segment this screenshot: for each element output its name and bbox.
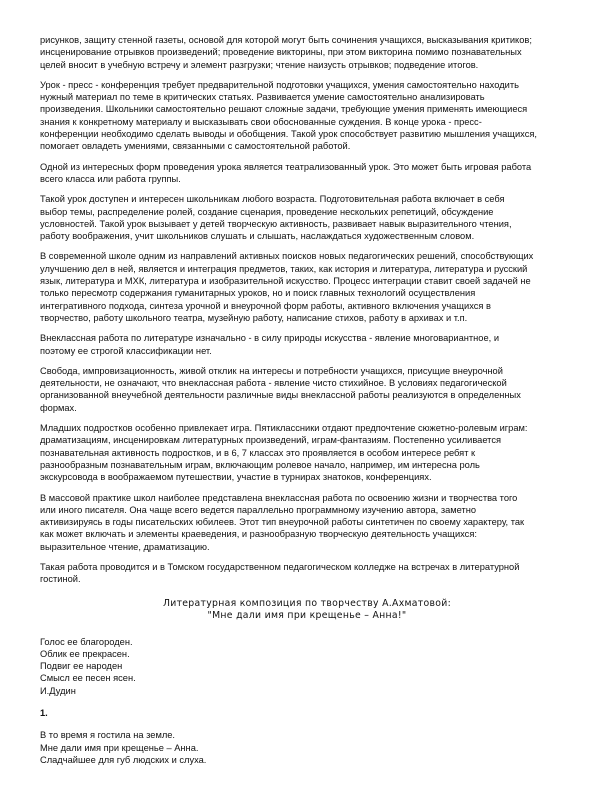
composition-heading: Литературная композиция по творчеству А.Ахматовой: "Мне дали имя при крещенье – Анна!" [162,597,452,621]
paragraph-8: Младших подростков особенно привлекает игра. Пятиклассники отдают предпочтение сюжетно-ролевым играм: драматизациям, инсценировкам литературных произведений, играм-фантазиям. Постепенно усиливается познавательная активность подростков, и в 6, 7 классах это проявляется в особом интересе ребят к разнообразным познавательным играм, включающим ролевое начало, например, им интересна роль экскурсовода в воображаемом путешествии, участие в турнирах знатоков, конференциях. [40,423,528,483]
paragraph-2: Урок - пресс - конференция требует предварительной подготовки учащихся, умения самостоятельно находить нужный материал по теме в критических статьях. Развивается умение самостоятельно анализировать произведения. Школьники самостоятельно решают сложные задачи, требующие умения применять имеющиеся знания к конкретному материалу и высказывать свои обоснованные суждения. В конце урока - пресс- конференции необходимо сделать выводы и обобщения. Такой урок способствует развитию мышления учащихся, помогает овладеть умениями, связанными с самостоятельной работой. [40,79,537,152]
paragraph-6: Внеклассная работа по литературе изначально - в силу природы искусства - явление многовариантное, и поэтому ее строгой классификации нет. [40,333,500,356]
paragraph-9: В массовой практике школ наиболее представлена внеклассная работа по освоению жизни и творчества того или иного писателя. Она чаще всего ведется параллельно программному изучению автора, заметно активизируясь в годы писательских юбилеев. Этот тип внеурочной работы синтетичен по своему характеру, так как может включать и элементы краеведения, и разнообразную творческую деятельность учащихся: выразительное чтение, драматизацию. [40,492,525,552]
epigraph: Голос ее благороден. Облик ее прекрасен. Подвиг ее народен Смысл ее песен ясен. И.Дудин [40,636,136,696]
paragraph-4: Такой урок доступен и интересен школьникам любого возраста. Подготовительная работа включает в себя выбор темы, распределение ролей, создание сценария, проведение нескольких репетиций, обсуждение условностей. Такой урок вызывает у детей творческую активность, развивает навык выразительного чтения, работу воображения, учит школьников слушать и слышать, наслаждаться художественным словом. [40,194,512,242]
paragraph-5: В современной школе одним из направлений активных поисков новых педагогических решений, способствующих улучшению дел в ней, является и интеграция предметов, таких, как история и литература, литература и русский язык, литература и МХК, литература и изобразительной искусство. Процесс интеграции ставит своей задачей не только пересмотр содержания гуманитарных уроков, но и поиск главных технологий осуществления интегративного подхода, синтеза урочной и внеурочной форм работы, активного включения учащихся в творчество, работу школьного театра, музейную работу, написание стихов, работу в архивах и т.п. [40,251,534,323]
paragraph-10: Такая работа проводится и в Томском государственном педагогическом колледже на встречах в литературной гостиной. [40,561,520,585]
verse: В то время я гостила на земле. Мне дали имя при крещенье – Анна. Сладчайшее для губ людских и слуха. [40,730,207,765]
document-page [40,34,574,776]
paragraph-1: рисунков, защиту стенной газеты, основой для которой могут быть сочинения учащихся, высказывания критиков; инсценирование отрывков произведений; проведение викторины, при этом викторина помимо познавательных целей вносит в учебную встречу и элемент разгрузки; чтение наизусть отрывков; подведение итогов. [40,35,532,70]
section-number: 1. [40,708,48,719]
paragraph-3: Одной из интересных форм проведения урока является театрализованный урок. Это может быть игровая работа всего класса или работа группы. [40,161,532,184]
paragraph-7: Свобода, импровизационность, живой отклик на интересы и потребности учащихся, присущие внеурочной деятельности, не означают, что внеклассная работа - явление чисто стихийное. В условиях педагогической организованной внеучебной деятельности различные виды внеклассной работы реализуются в определенных формах. [40,365,521,413]
